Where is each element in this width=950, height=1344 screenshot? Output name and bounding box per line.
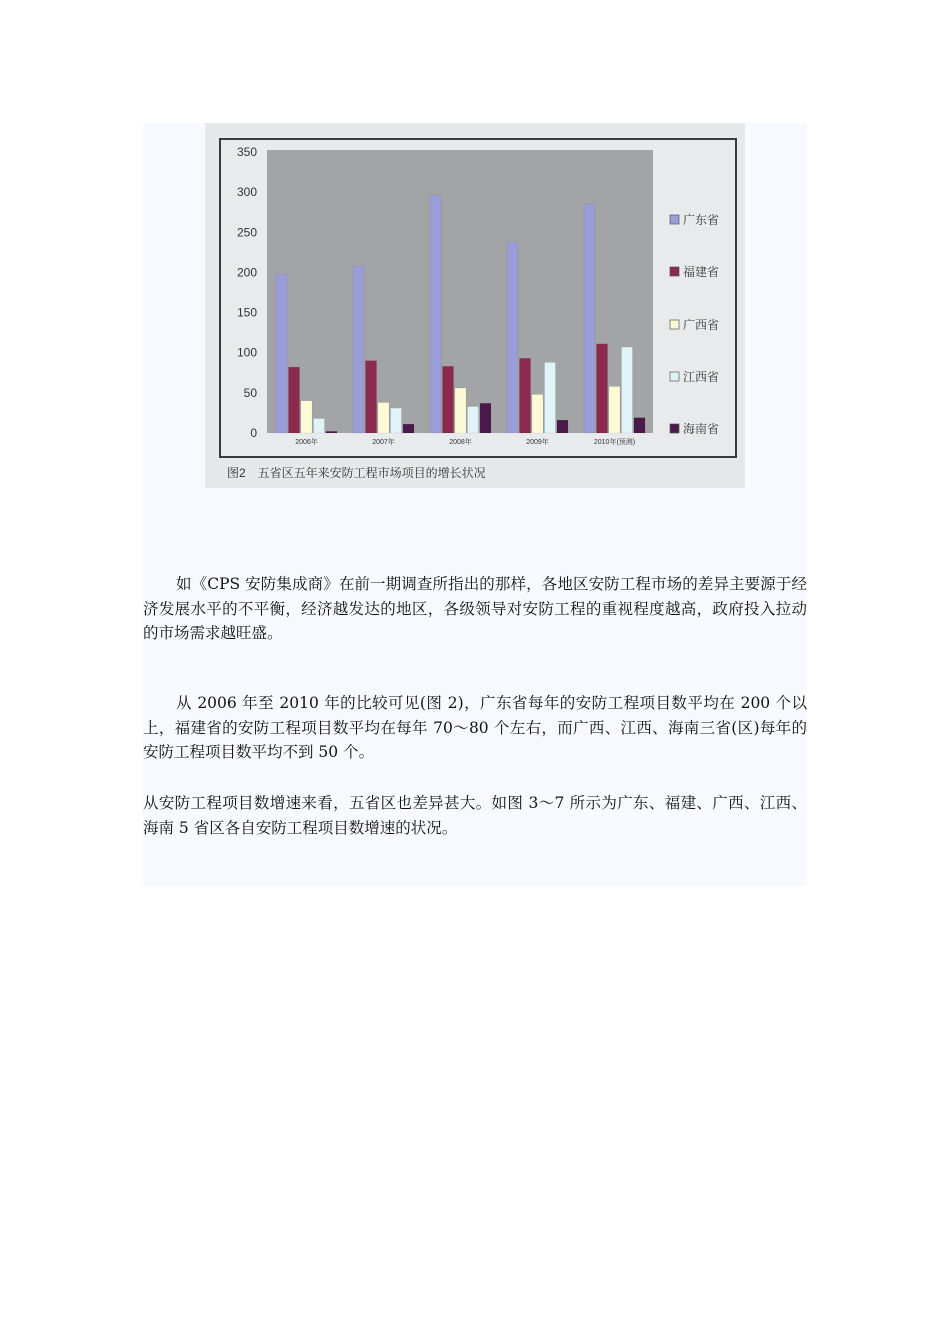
- legend-label: 海南省: [683, 422, 720, 436]
- bar: [609, 386, 620, 433]
- bar: [366, 361, 377, 433]
- legend-swatch: [670, 424, 679, 433]
- bar: [520, 358, 531, 433]
- bar: [378, 402, 389, 433]
- legend-swatch: [670, 215, 679, 224]
- bar: [314, 419, 325, 433]
- bar: [532, 394, 543, 433]
- x-tick-label: 2009年: [526, 439, 549, 446]
- chart-figure: [205, 123, 745, 488]
- bar: [634, 418, 645, 433]
- bar-chart: [205, 123, 745, 488]
- legend-label: 福建省: [683, 265, 720, 279]
- paragraph-growth-rate: 从安防工程项目数增速来看，五省区也差异甚大。如图 3～7 所示为广东、福建、广西、江西、海南 5 省区各自安防工程项目数增速的状况。: [143, 794, 807, 837]
- legend-label: 江西省: [683, 370, 720, 384]
- bar: [455, 388, 466, 433]
- bar: [597, 344, 608, 433]
- bar: [403, 424, 414, 433]
- legend-swatch: [670, 320, 679, 329]
- bar: [430, 195, 441, 433]
- bar: [289, 367, 300, 433]
- bar: [301, 401, 312, 433]
- y-tick-label: 50: [243, 385, 257, 400]
- x-tick-label: 2007年: [372, 439, 395, 446]
- y-tick-label: 100: [236, 345, 257, 360]
- bar: [276, 274, 287, 433]
- bar: [443, 366, 454, 433]
- y-tick-label: 0: [250, 426, 257, 440]
- bar: [545, 362, 556, 433]
- y-tick-label: 250: [236, 225, 257, 240]
- y-tick-label: 350: [236, 145, 257, 159]
- bar: [468, 407, 479, 433]
- x-tick-label: 2010年(预测): [593, 439, 636, 446]
- x-tick-label: 2006年: [295, 439, 318, 446]
- bar: [584, 204, 595, 433]
- legend-swatch: [670, 372, 679, 381]
- bar: [353, 266, 364, 433]
- bar: [622, 347, 633, 433]
- x-tick-label: 2008年: [449, 439, 472, 446]
- bar: [557, 420, 568, 433]
- bar: [507, 242, 518, 433]
- bar: [326, 431, 337, 433]
- chart-caption: 图2 五省区五年来安防工程市场项目的增长状况: [227, 466, 486, 480]
- paragraph-comparison: 从 2006 年至 2010 年的比较可见(图 2)，广东省每年的安防工程项目数平均在 200 个以上，福建省的安防工程项目数平均在每年 70～80 个左右，而广西、江西、海南三省(区)每年的安防工程项目数平均不到 50 个。: [143, 694, 807, 761]
- y-tick-label: 200: [236, 265, 257, 280]
- bar: [391, 408, 402, 433]
- bar: [480, 403, 491, 433]
- legend-label: 广东省: [683, 213, 720, 227]
- y-tick-label: 150: [236, 305, 257, 320]
- legend-label: 广西省: [683, 318, 720, 332]
- y-tick-label: 300: [236, 185, 257, 200]
- legend-swatch: [670, 267, 679, 276]
- paragraph-market-difference: 如《CPS 安防集成商》在前一期调查所指出的那样，各地区安防工程市场的差异主要源于经济发展水平的不平衡，经济越发达的地区，各级领导对安防工程的重视程度越高，政府投入拉动的市场需求越旺盛。: [143, 575, 807, 642]
